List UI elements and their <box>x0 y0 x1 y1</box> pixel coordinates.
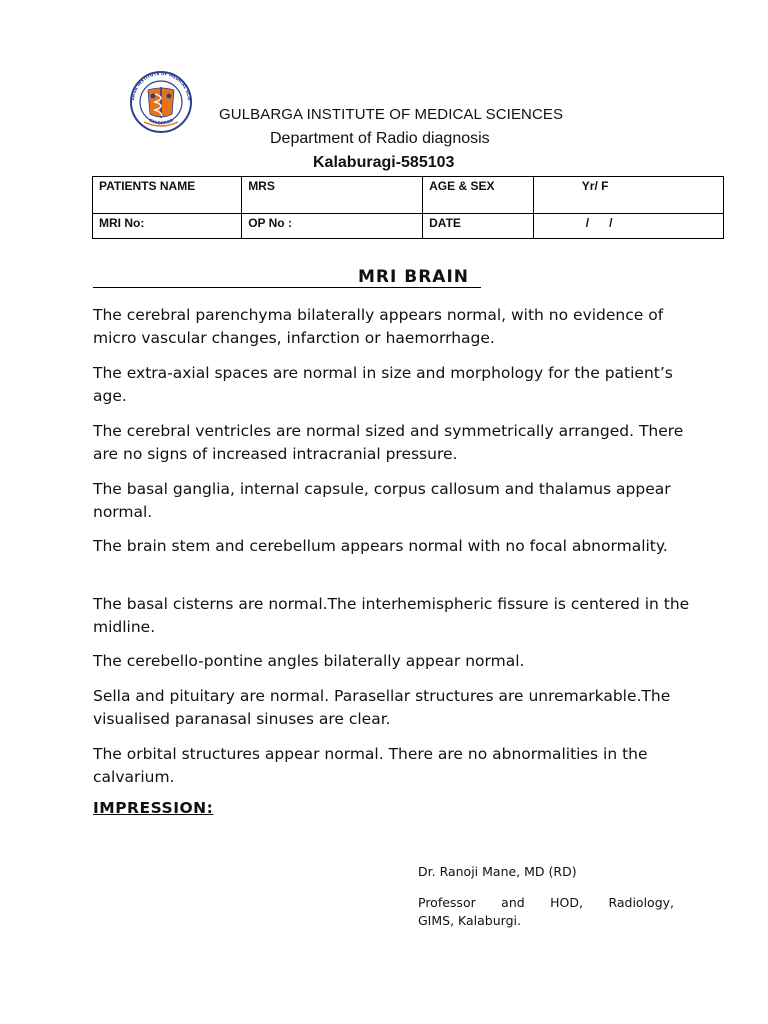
seal-text-bottom: GULBARGA <box>148 117 174 126</box>
findings-paragraph: The extra-axial spaces are normal in size and morphology for the patient’s age. <box>93 364 673 405</box>
seal-text-top: ARGA INSTITUTE OF MEDICAL SCIE <box>130 70 192 101</box>
doctor-designation: Professor and HOD, Radiology, <box>418 895 674 910</box>
op-no-label: OP No : <box>242 214 423 239</box>
institute-city: Kalaburagi-585103 <box>313 154 455 171</box>
findings-paragraph: The basal ganglia, internal capsule, corpus callosum and thalamus appear normal. <box>93 480 671 521</box>
date-label: DATE <box>423 214 534 239</box>
doctor-institution: GIMS, Kalaburgi. <box>418 913 521 928</box>
findings-paragraph: The basal cisterns are normal.The interhemispheric fissure is centered in the midline. <box>93 595 690 636</box>
findings-paragraph: The cerebral parenchyma bilaterally appears normal, with no evidence of micro vascular changes, infarction or haemorrhage. <box>93 306 664 347</box>
institute-seal-icon <box>122 66 200 134</box>
impression-heading: IMPRESSION: <box>93 799 214 817</box>
table-row <box>93 214 724 239</box>
institute-name: GULBARGA INSTITUTE OF MEDICAL SCIENCES <box>219 106 564 123</box>
findings-paragraph: The cerebral ventricles are normal sized and symmetrically arranged. There are no signs of increased intracranial pressure. <box>93 422 684 463</box>
doctor-name: Dr. Ranoji Mane, MD (RD) <box>418 864 577 879</box>
mri-no-label: MRI No: <box>93 214 242 239</box>
findings-paragraph: Sella and pituitary are normal. Parasellar structures are unremarkable.The visualised paranasal sinuses are clear. <box>93 687 671 728</box>
date-value: / / <box>533 214 723 239</box>
patient-name-value: MRS <box>242 177 423 214</box>
table-row <box>93 177 724 214</box>
department-name: Department of Radio diagnosis <box>270 130 490 147</box>
patient-info-table <box>92 176 724 239</box>
age-sex-value: Yr/ F <box>533 177 723 214</box>
report-title: MRI BRAIN <box>358 267 470 287</box>
patient-name-label: PATIENTS NAME <box>93 177 242 214</box>
title-rule <box>93 287 481 288</box>
findings-paragraph: The orbital structures appear normal. There are no abnormalities in the calvarium. <box>93 745 648 786</box>
age-sex-label: AGE & SEX <box>423 177 534 214</box>
findings-paragraph: The brain stem and cerebellum appears normal with no focal abnormality. <box>93 537 668 555</box>
findings-paragraph: The cerebello-pontine angles bilaterally appear normal. <box>93 652 525 670</box>
